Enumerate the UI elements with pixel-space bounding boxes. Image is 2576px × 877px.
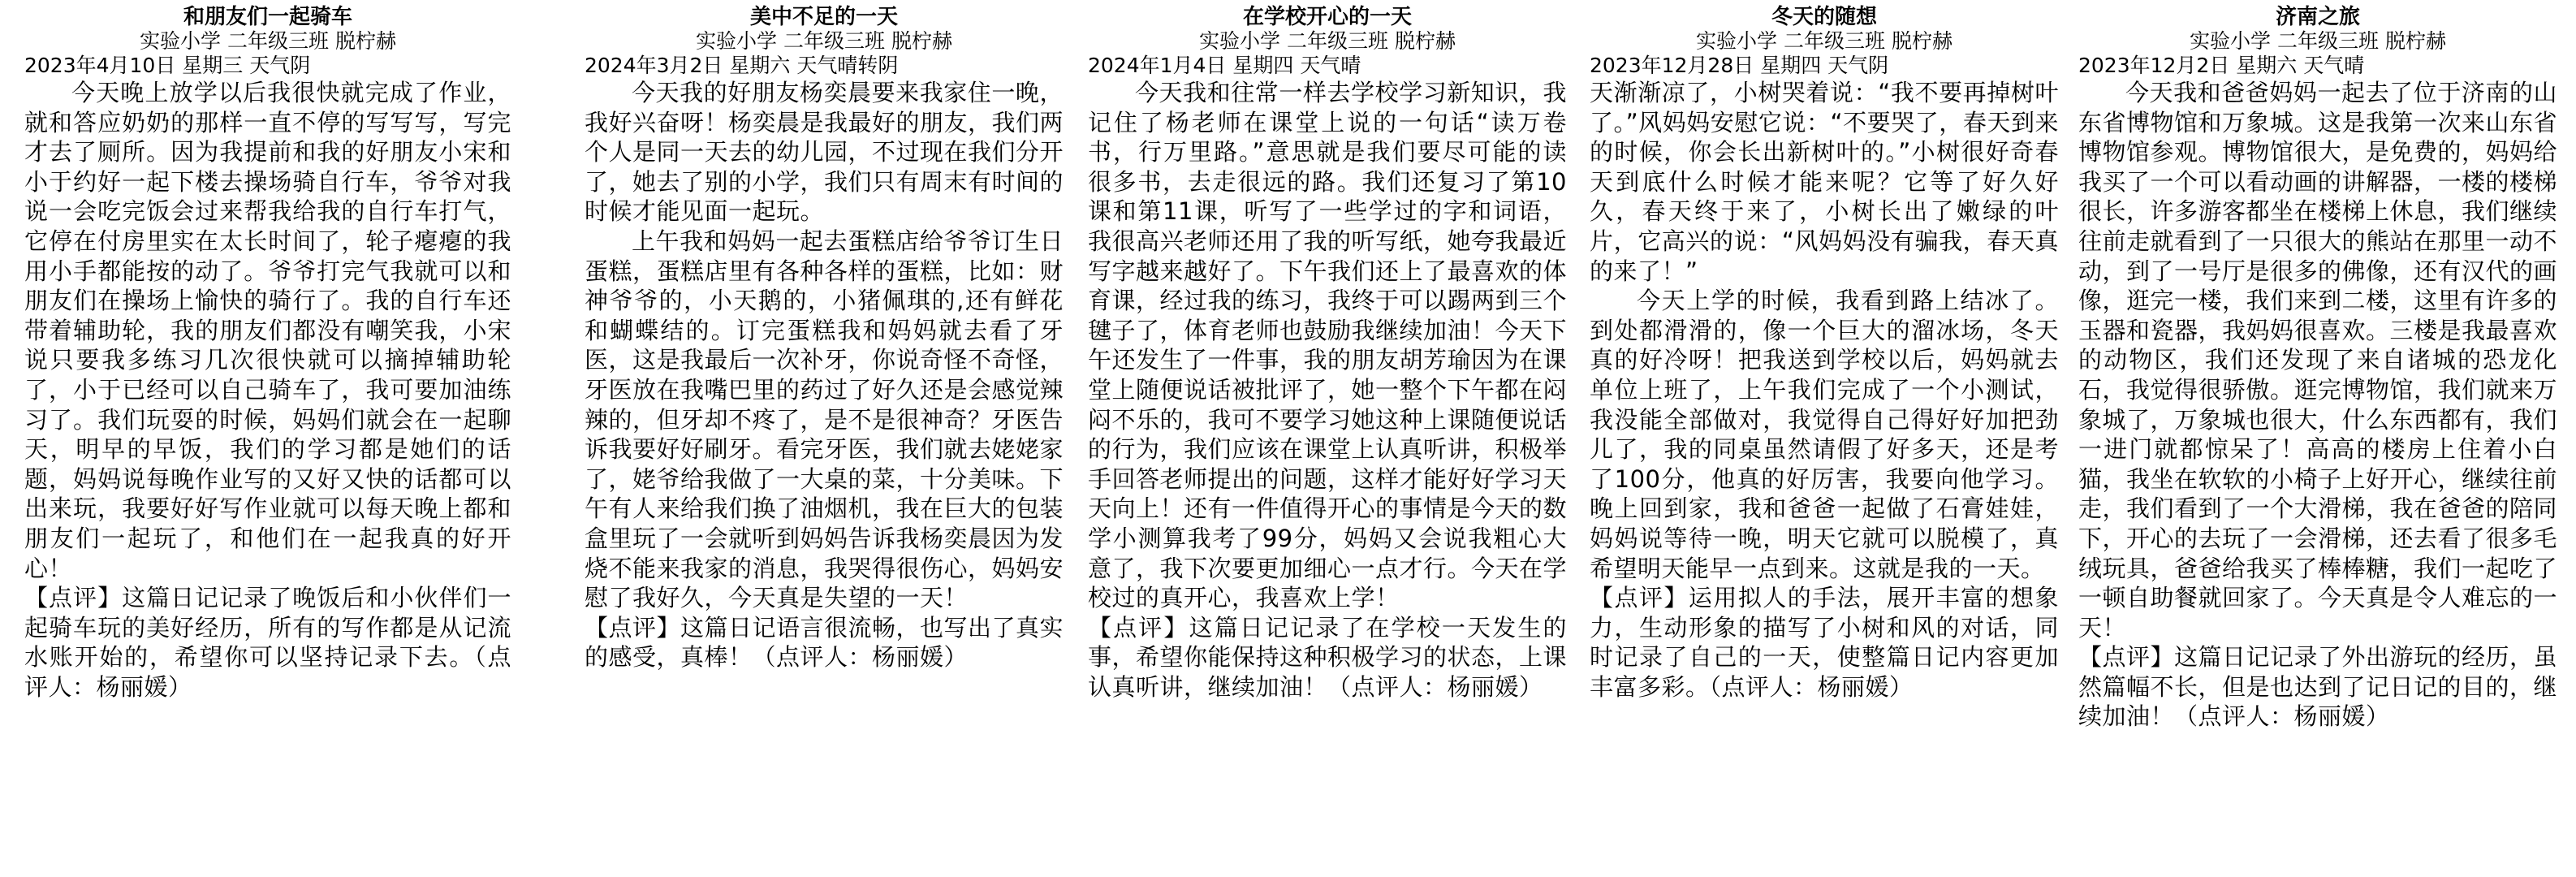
diary-paragraph: 今天我的好朋友杨奕晨要来我家住一晚，我好兴奋呀！杨奕晨是我最好的朋友，我们两个人是同一天去的幼儿园，不过现在我们分开了，她去了别的小学，我们只有周末有时间的时候才能见面一起玩。 bbox=[585, 79, 1064, 226]
diary-comment: 【点评】这篇日记记录了在学校一天发生的事，希望你能保持这种积极学习的状态，上课认真听讲，继续加油！（点评人：杨丽媛） bbox=[1088, 613, 1567, 701]
diary-entry bbox=[1590, 5, 2059, 874]
diary-comment: 【点评】运用拟人的手法，展开丰富的想象力，生动形象的描写了小树和风的对话，同时记录了自己的一天，使整篇日记内容更加丰富多彩。（点评人：杨丽媛） bbox=[1590, 584, 2059, 701]
diary-paragraph: 天渐渐凉了，小树哭着说：“我不要再掉树叶了。”风妈妈安慰它说：“不要哭了，春天到来的时候，你会长出新树叶的。”小树很好奇春天到底什么时候才能来呢？它等了好久好久，春天终于来了，小树长出了嫩绿的叶片，它高兴的说：“风妈妈没有骗我，春天真的来了！” bbox=[1590, 79, 2059, 285]
diary-entry bbox=[2078, 5, 2557, 874]
diary-paragraph: 今天我和爸爸妈妈一起去了位于济南的山东省博物馆和万象城。这是我第一次来山东省博物馆参观。博物馆很大，是免费的，妈妈给我买了一个可以看动画的讲解器，一楼的楼梯很长，许多游客都坐在楼梯上休息，我们继续往前走就看到了一只很大的熊站在那里一动不动，到了一号厅是很多的佛像，还有汉代的画像，逛完一楼，我们来到二楼，这里有许多的玉器和瓷器，我妈妈很喜欢。三楼是我最喜欢的动物区，我们还发现了来自诸城的恐龙化石，我觉得很骄傲。逛完博物馆，我们就来万象城了，万象城也很大，什么东西都有，我们一进门就都惊呆了！高高的楼房上住着小白猫，我坐在软软的小椅子上好开心，继续往前走，我们看到了一个大滑梯，我在爸爸的陪同下，开心的去玩了一会滑梯，还去看了很多毛绒玩具，爸爸给我买了棒棒糖，我们一起吃了一顿自助餐就回家了。今天真是令人难忘的一天！ bbox=[2078, 79, 2557, 642]
diary-date-line: 2024年1月4日 星期四 天气晴 bbox=[1088, 54, 1361, 77]
diary-paragraph: 今天上学的时候，我看到路上结冰了。到处都滑滑的，像一个巨大的溜冰场，冬天真的好冷呀！把我送到学校以后，妈妈就去单位上班了，上午我们完成了一个小测试，我没能全部做对，我觉得自己得好好加把劲儿了，我的同桌虽然请假了好多天，还是考了100分，他真的好厉害，我要向他学习。晚上回到家，我和爸爸一起做了石膏娃娃，妈妈说等待一晚，明天它就可以脱模了，真希望明天能早一点到来。这就是我的一天。 bbox=[1590, 287, 2059, 582]
diary-date-line: 2023年12月28日 星期四 天气阴 bbox=[1590, 54, 1889, 77]
diary-author-line: 实验小学 二年级三班 脱柠赫 bbox=[696, 29, 952, 53]
diary-title: 在学校开心的一天 bbox=[1242, 5, 1412, 29]
diary-comment: 【点评】这篇日记记录了外出游玩的经历，虽然篇幅不长，但是也达到了记日记的目的，继续加油！（点评人：杨丽媛） bbox=[2078, 643, 2557, 731]
diary-author-line: 实验小学 二年级三班 脱柠赫 bbox=[1199, 29, 1456, 53]
diary-paragraph: 今天晚上放学以后我很快就完成了作业，就和答应奶奶的那样一直不停的写写写，写完才去了厕所。因为我提前和我的好朋友小宋和小于约好一起下楼去操场骑自行车，爷爷对我说一会吃完饭会过来帮我给我的自行车打气，它停在付房里实在太长时间了，轮子瘪瘪的我用小手都能按的动了。爷爷打完气我就可以和朋友们在操场上愉快的骑行了。我的自行车还带着辅助轮，我的朋友们都没有嘲笑我，小宋说只要我多练习几次很快就可以摘掉辅助轮了，小于已经可以自己骑车了，我可要加油练习了。我们玩耍的时候，妈妈们就会在一起聊天，明早的早饭，我们的学习都是她们的话题，妈妈说每晚作业写的又好又快的话都可以出来玩，我要好好写作业就可以每天晚上都和朋友们一起玩了，和他们在一起我真的好开心！ bbox=[24, 79, 511, 582]
diary-comment: 【点评】这篇日记记录了晚饭后和小伙伴们一起骑车玩的美好经历，所有的写作都是从记流水账开始的，希望你可以坚持记录下去。（点评人：杨丽媛） bbox=[24, 584, 511, 701]
diary-author-line: 实验小学 二年级三班 脱柠赫 bbox=[2190, 29, 2446, 53]
diary-entry bbox=[1088, 5, 1567, 874]
diary-paragraph: 今天我和往常一样去学校学习新知识，我记住了杨老师在课堂上说的一句话“读万卷书，行万里路。”意思就是我们要尽可能的读很多书，去走很远的路。我们还复习了第10课和第11课，听写了一些学过的字和词语，我很高兴老师还用了我的听写纸，她夸我最近写字越来越好了。下午我们还上了最喜欢的体育课，经过我的练习，我终于可以踢两到三个毽子了，体育老师也鼓励我继续加油！今天下午还发生了一件事，我的朋友胡芳瑜因为在课堂上随便说话被批评了，她一整个下午都在闷闷不乐的，我可不要学习她这种上课随便说话的行为，我们应该在课堂上认真听讲，积极举手回答老师提出的问题，这样才能好好学习天天向上！还有一件值得开心的事情是今天的数学小测算我考了99分，妈妈又会说我粗心大意了，我下次要更加细心一点才行。今天在学校过的真开心，我喜欢上学！ bbox=[1088, 79, 1567, 612]
diary-author-line: 实验小学 二年级三班 脱柠赫 bbox=[1696, 29, 1952, 53]
diary-title: 济南之旅 bbox=[2275, 5, 2360, 29]
diary-paragraph: 上午我和妈妈一起去蛋糕店给爷爷订生日蛋糕，蛋糕店里有各种各样的蛋糕，比如：财神爷爷的，小天鹅的，小猪佩琪的,还有鲜花和蝴蝶结的。订完蛋糕我和妈妈就去看了牙医，这是我最后一次补牙，你说奇怪不奇怪，牙医放在我嘴巴里的药过了好久还是会感觉辣辣的，但牙却不疼了，是不是很神奇？牙医告诉我要好好刷牙。看完牙医，我们就去姥姥家了，姥爷给我做了一大桌的菜，十分美味。下午有人来给我们换了油烟机，我在巨大的包装盒里玩了一会就听到妈妈告诉我杨奕晨因为发烧不能来我家的消息，我哭得很伤心，妈妈安慰了我好久，今天真是失望的一天！ bbox=[585, 227, 1064, 612]
diary-comment: 【点评】这篇日记语言很流畅，也写出了真实的感受，真棒！（点评人：杨丽媛） bbox=[585, 613, 1064, 672]
diary-entry bbox=[24, 5, 511, 874]
diary-author-line: 实验小学 二年级三班 脱柠赫 bbox=[140, 29, 396, 53]
diary-entry bbox=[585, 5, 1064, 874]
diary-title: 和朋友们一起骑车 bbox=[183, 5, 352, 29]
diary-date-line: 2024年3月2日 星期六 天气晴转阴 bbox=[585, 54, 899, 77]
diary-date-line: 2023年12月2日 星期六 天气晴 bbox=[2078, 54, 2365, 77]
diary-date-line: 2023年4月10日 星期三 天气阴 bbox=[24, 54, 311, 77]
diary-title: 美中不足的一天 bbox=[749, 5, 898, 29]
diary-title: 冬天的随想 bbox=[1771, 5, 1877, 29]
